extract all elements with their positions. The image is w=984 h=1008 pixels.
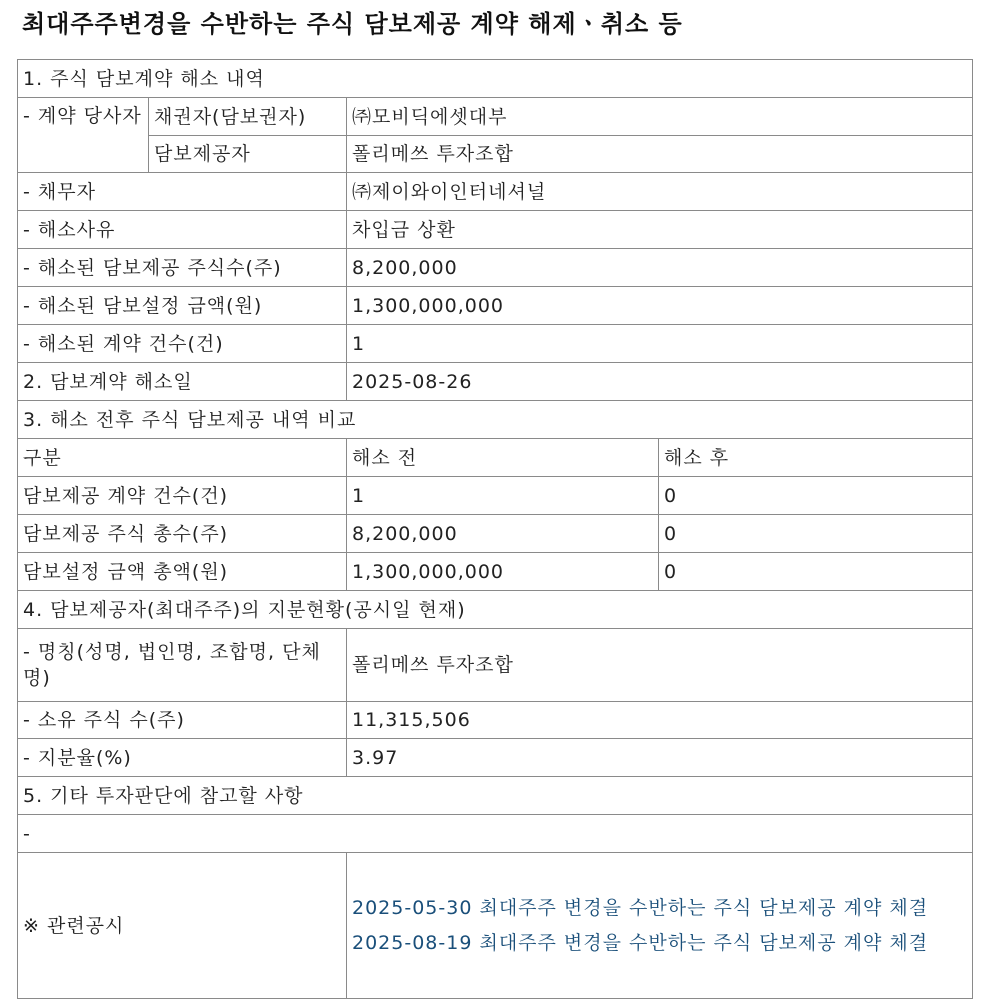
comparison-col-category: 구분: [18, 439, 347, 477]
section2-value: 2025-08-26: [347, 363, 973, 401]
holder-name-value: 폴리메쓰 투자조합: [347, 629, 973, 702]
comparison-header-row: [18, 439, 973, 477]
ratio-row: [18, 739, 973, 777]
related-row: [18, 853, 973, 999]
section1-heading-row: [18, 60, 973, 98]
debtor-value: ㈜제이와이인터네셔널: [347, 173, 973, 211]
amount-value: 1,300,000,000: [347, 287, 973, 325]
provider-label: 담보제공자: [149, 136, 347, 173]
parties-label: - 계약 당사자: [18, 98, 149, 173]
creditor-row: [18, 98, 973, 136]
comparison-before-value: 8,200,000: [347, 515, 659, 553]
ratio-value: 3.97: [347, 739, 973, 777]
amount-label: - 해소된 담보설정 금액(원): [18, 287, 347, 325]
reason-value: 차입금 상환: [347, 211, 973, 249]
debtor-row: [18, 173, 973, 211]
shares-row: [18, 249, 973, 287]
table-row: [18, 515, 973, 553]
section3-heading-row: [18, 401, 973, 439]
comparison-row-label: 담보설정 금액 총액(원): [18, 553, 347, 591]
comparison-col-after: 해소 후: [659, 439, 973, 477]
reason-row: [18, 211, 973, 249]
section5-heading-row: [18, 777, 973, 815]
shares-value: 8,200,000: [347, 249, 973, 287]
table-row: [18, 553, 973, 591]
section4-heading: 4. 담보제공자(최대주주)의 지분현황(공시일 현재): [18, 591, 973, 629]
disclosure-table: [17, 59, 973, 999]
shares-label: - 해소된 담보제공 주식수(주): [18, 249, 347, 287]
ratio-label: - 지분율(%): [18, 739, 347, 777]
comparison-after-value: 0: [659, 553, 973, 591]
holder-name-label: - 명칭(성명, 법인명, 조합명, 단체명): [18, 629, 347, 702]
creditor-value: ㈜모비딕에셋대부: [347, 98, 973, 136]
comparison-col-before: 해소 전: [347, 439, 659, 477]
comparison-after-value: 0: [659, 515, 973, 553]
section4-heading-row: [18, 591, 973, 629]
section5-value: -: [18, 815, 973, 853]
related-links: [347, 853, 973, 999]
reason-label: - 해소사유: [18, 211, 347, 249]
comparison-after-value: 0: [659, 477, 973, 515]
owned-shares-label: - 소유 주식 수(주): [18, 702, 347, 739]
section2-heading: 2. 담보계약 해소일: [18, 363, 347, 401]
holder-name-row: [18, 629, 973, 702]
section5-heading: 5. 기타 투자판단에 참고할 사항: [18, 777, 973, 815]
comparison-row-label: 담보제공 주식 총수(주): [18, 515, 347, 553]
debtor-label: - 채무자: [18, 173, 347, 211]
comparison-before-value: 1,300,000,000: [347, 553, 659, 591]
creditor-label: 채권자(담보권자): [149, 98, 347, 136]
owned-shares-row: [18, 702, 973, 739]
related-label: ※ 관련공시: [18, 853, 347, 999]
amount-row: [18, 287, 973, 325]
section5-value-row: [18, 815, 973, 853]
related-link-1[interactable]: 2025-05-30 최대주주 변경을 수반하는 주식 담보제공 계약 체결: [352, 896, 929, 919]
comparison-before-value: 1: [347, 477, 659, 515]
owned-shares-value: 11,315,506: [347, 702, 973, 739]
provider-row: [18, 136, 973, 173]
table-row: [18, 477, 973, 515]
count-value: 1: [347, 325, 973, 363]
count-label: - 해소된 계약 건수(건): [18, 325, 347, 363]
count-row: [18, 325, 973, 363]
provider-value: 폴리메쓰 투자조합: [347, 136, 973, 173]
comparison-row-label: 담보제공 계약 건수(건): [18, 477, 347, 515]
section1-heading: 1. 주식 담보계약 해소 내역: [18, 60, 973, 98]
section3-heading: 3. 해소 전후 주식 담보제공 내역 비교: [18, 401, 973, 439]
related-link-2[interactable]: 2025-08-19 최대주주 변경을 수반하는 주식 담보제공 계약 체결: [352, 931, 929, 954]
page-title: 최대주주변경을 수반하는 주식 담보제공 계약 해제ㆍ취소 등: [22, 10, 683, 38]
section2-row: [18, 363, 973, 401]
